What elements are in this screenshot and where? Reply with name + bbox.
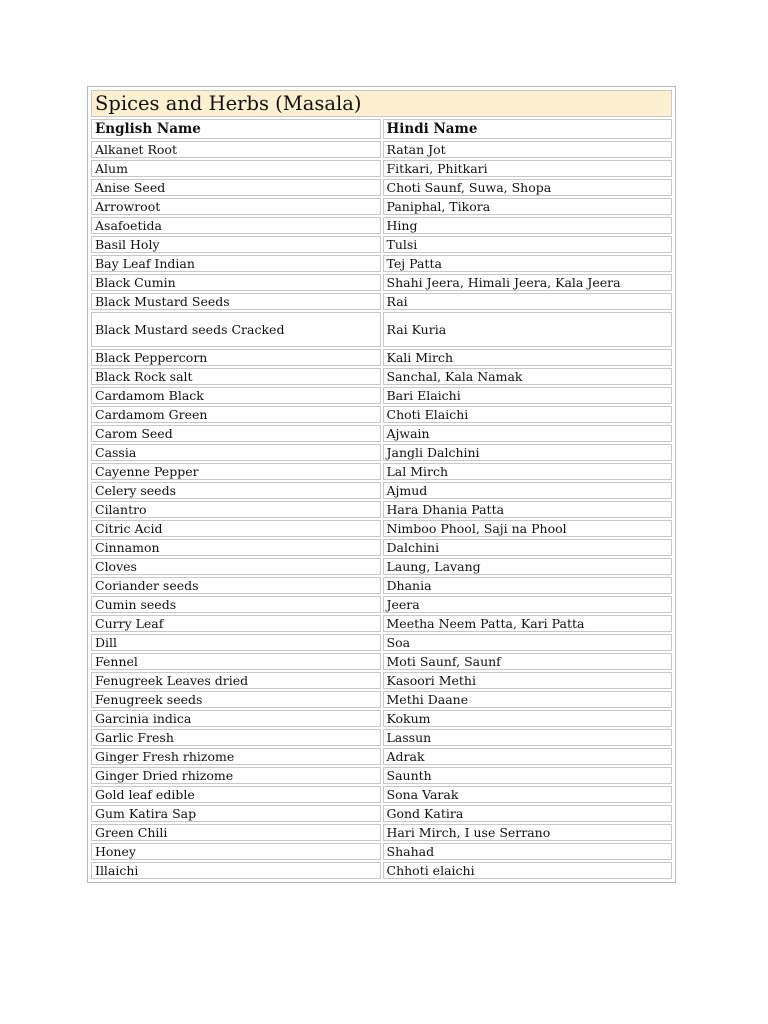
cell-english-name: Curry Leaf xyxy=(91,615,381,632)
cell-english-name: Cloves xyxy=(91,558,381,575)
cell-english-name: Gum Katira Sap xyxy=(91,805,381,822)
cell-english-name: Anise Seed xyxy=(91,179,381,196)
spices-table-grid xyxy=(89,88,674,881)
table-row xyxy=(91,293,672,310)
table-row xyxy=(91,425,672,442)
table-row xyxy=(91,710,672,727)
cell-hindi-name: Meetha Neem Patta, Kari Patta xyxy=(383,615,673,632)
table-row xyxy=(91,501,672,518)
cell-hindi-name: Jeera xyxy=(383,596,673,613)
table-row xyxy=(91,444,672,461)
cell-english-name: Basil Holy xyxy=(91,236,381,253)
table-row xyxy=(91,805,672,822)
cell-english-name: Cilantro xyxy=(91,501,381,518)
cell-hindi-name: Sanchal, Kala Namak xyxy=(383,368,673,385)
table-row xyxy=(91,729,672,746)
cell-hindi-name: Hing xyxy=(383,217,673,234)
cell-hindi-name: Laung, Lavang xyxy=(383,558,673,575)
cell-english-name: Garlic Fresh xyxy=(91,729,381,746)
table-row xyxy=(91,862,672,879)
table-row xyxy=(91,691,672,708)
spices-table xyxy=(87,86,676,883)
table-row xyxy=(91,236,672,253)
table-row xyxy=(91,217,672,234)
cell-hindi-name: Kali Mirch xyxy=(383,349,673,366)
cell-english-name: Fennel xyxy=(91,653,381,670)
cell-english-name: Cumin seeds xyxy=(91,596,381,613)
cell-english-name: Carom Seed xyxy=(91,425,381,442)
table-body xyxy=(91,90,672,879)
table-row xyxy=(91,634,672,651)
table-row xyxy=(91,843,672,860)
cell-hindi-name: Kasoori Methi xyxy=(383,672,673,689)
cell-english-name: Alkanet Root xyxy=(91,141,381,158)
cell-english-name: Arrowroot xyxy=(91,198,381,215)
cell-english-name: Citric Acid xyxy=(91,520,381,537)
table-row xyxy=(91,596,672,613)
table-row xyxy=(91,615,672,632)
cell-english-name: Alum xyxy=(91,160,381,177)
table-row xyxy=(91,539,672,556)
cell-hindi-name: Choti Saunf, Suwa, Shopa xyxy=(383,179,673,196)
table-row xyxy=(91,406,672,423)
table-row xyxy=(91,463,672,480)
cell-english-name: Cardamom Black xyxy=(91,387,381,404)
cell-english-name: Black Mustard seeds Cracked xyxy=(91,312,381,347)
header-hindi-name: Hindi Name xyxy=(383,119,673,139)
table-row xyxy=(91,653,672,670)
table-row xyxy=(91,577,672,594)
table-row xyxy=(91,748,672,765)
cell-english-name: Black Cumin xyxy=(91,274,381,291)
cell-hindi-name: Choti Elaichi xyxy=(383,406,673,423)
cell-hindi-name: Moti Saunf, Saunf xyxy=(383,653,673,670)
cell-hindi-name: Gond Katira xyxy=(383,805,673,822)
cell-english-name: Ginger Dried rhizome xyxy=(91,767,381,784)
cell-english-name: Dill xyxy=(91,634,381,651)
cell-english-name: Cinnamon xyxy=(91,539,381,556)
cell-hindi-name: Adrak xyxy=(383,748,673,765)
cell-english-name: Illaichi xyxy=(91,862,381,879)
cell-hindi-name: Chhoti elaichi xyxy=(383,862,673,879)
cell-hindi-name: Shahad xyxy=(383,843,673,860)
cell-hindi-name: Fitkari, Phitkari xyxy=(383,160,673,177)
cell-hindi-name: Dalchini xyxy=(383,539,673,556)
cell-hindi-name: Ajwain xyxy=(383,425,673,442)
cell-english-name: Fenugreek seeds xyxy=(91,691,381,708)
cell-english-name: Garcinia indica xyxy=(91,710,381,727)
table-row xyxy=(91,141,672,158)
table-row xyxy=(91,767,672,784)
cell-english-name: Green Chili xyxy=(91,824,381,841)
cell-english-name: Ginger Fresh rhizome xyxy=(91,748,381,765)
cell-english-name: Cassia xyxy=(91,444,381,461)
table-row xyxy=(91,520,672,537)
table-row xyxy=(91,274,672,291)
cell-english-name: Coriander seeds xyxy=(91,577,381,594)
table-header-row xyxy=(91,119,672,139)
table-row xyxy=(91,387,672,404)
table-row xyxy=(91,198,672,215)
cell-hindi-name: Lal Mirch xyxy=(383,463,673,480)
cell-hindi-name: Lassun xyxy=(383,729,673,746)
cell-english-name: Black Rock salt xyxy=(91,368,381,385)
cell-english-name: Black Mustard Seeds xyxy=(91,293,381,310)
cell-hindi-name: Saunth xyxy=(383,767,673,784)
cell-english-name: Gold leaf edible xyxy=(91,786,381,803)
cell-hindi-name: Ratan Jot xyxy=(383,141,673,158)
table-row xyxy=(91,558,672,575)
cell-hindi-name: Sona Varak xyxy=(383,786,673,803)
cell-hindi-name: Kokum xyxy=(383,710,673,727)
table-row xyxy=(91,672,672,689)
cell-english-name: Fenugreek Leaves dried xyxy=(91,672,381,689)
cell-hindi-name: Shahi Jeera, Himali Jeera, Kala Jeera xyxy=(383,274,673,291)
cell-hindi-name: Tulsi xyxy=(383,236,673,253)
table-row xyxy=(91,482,672,499)
table-row xyxy=(91,255,672,272)
cell-hindi-name: Hari Mirch, I use Serrano xyxy=(383,824,673,841)
cell-hindi-name: Jangli Dalchini xyxy=(383,444,673,461)
cell-hindi-name: Rai Kuria xyxy=(383,312,673,347)
cell-english-name: Celery seeds xyxy=(91,482,381,499)
table-row xyxy=(91,312,672,347)
cell-hindi-name: Hara Dhania Patta xyxy=(383,501,673,518)
table-row xyxy=(91,160,672,177)
cell-hindi-name: Bari Elaichi xyxy=(383,387,673,404)
table-row xyxy=(91,349,672,366)
table-row xyxy=(91,786,672,803)
cell-english-name: Cardamom Green xyxy=(91,406,381,423)
cell-hindi-name: Nimboo Phool, Saji na Phool xyxy=(383,520,673,537)
cell-english-name: Honey xyxy=(91,843,381,860)
cell-hindi-name: Methi Daane xyxy=(383,691,673,708)
cell-hindi-name: Rai xyxy=(383,293,673,310)
table-row xyxy=(91,824,672,841)
cell-english-name: Black Peppercorn xyxy=(91,349,381,366)
header-english-name: English Name xyxy=(91,119,381,139)
cell-hindi-name: Paniphal, Tikora xyxy=(383,198,673,215)
table-row xyxy=(91,179,672,196)
cell-hindi-name: Dhania xyxy=(383,577,673,594)
cell-english-name: Cayenne Pepper xyxy=(91,463,381,480)
cell-english-name: Bay Leaf Indian xyxy=(91,255,381,272)
cell-english-name: Asafoetida xyxy=(91,217,381,234)
table-title: Spices and Herbs (Masala) xyxy=(91,90,672,117)
cell-hindi-name: Tej Patta xyxy=(383,255,673,272)
table-row xyxy=(91,368,672,385)
cell-hindi-name: Ajmud xyxy=(383,482,673,499)
table-title-row xyxy=(91,90,672,117)
cell-hindi-name: Soa xyxy=(383,634,673,651)
